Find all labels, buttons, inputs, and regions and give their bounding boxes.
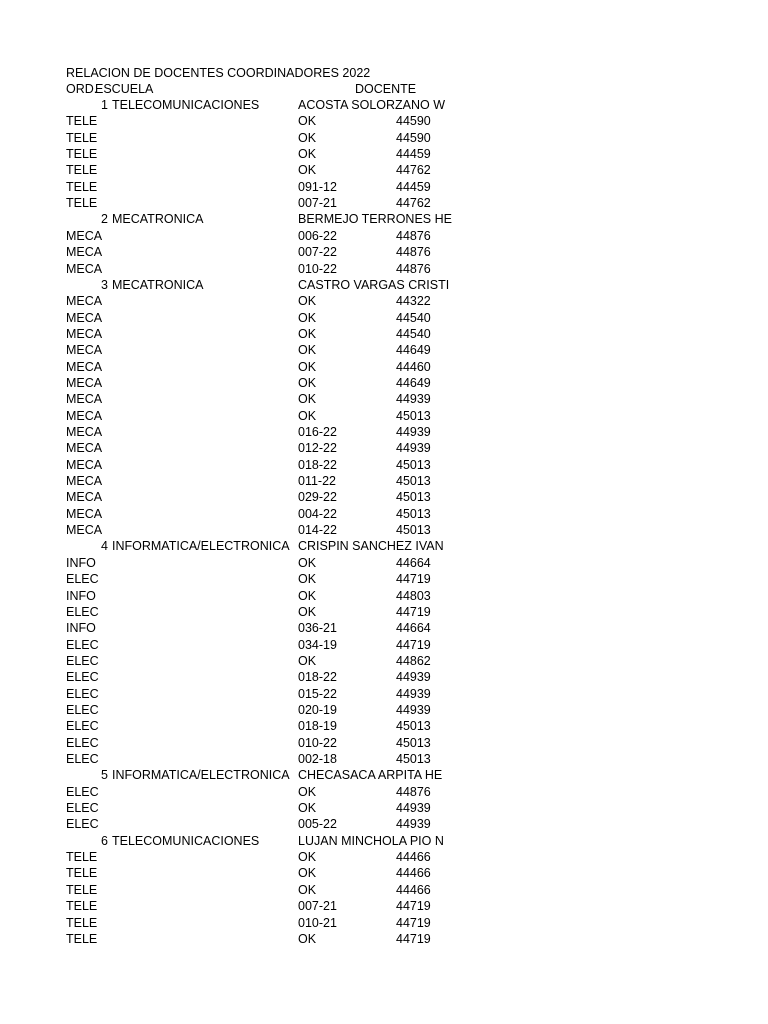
date-serial-cell: 44939: [396, 801, 431, 816]
status-cell: OK: [298, 294, 317, 309]
status-cell: OK: [298, 343, 317, 358]
group-school: INFORMATICA/ELECTRONICA: [112, 768, 290, 783]
escuela-code: MECA: [66, 408, 103, 423]
date-serial-cell: 44719: [396, 572, 431, 587]
docente-name: BERMEJO TERRONES HE: [298, 212, 452, 227]
table-row: [0, 702, 768, 718]
table-row: [0, 424, 768, 440]
escuela-code: INFO: [66, 588, 96, 603]
escuela-code: MECA: [66, 375, 103, 390]
status-cell: OK: [298, 392, 317, 407]
date-serial-cell: 44540: [396, 310, 431, 325]
status-cell: OK: [298, 114, 317, 129]
table-row: [0, 113, 768, 129]
date-serial-cell: 44460: [396, 359, 431, 374]
table-row: [0, 637, 768, 653]
table-row: [0, 391, 768, 407]
header-escuela: ESCUELA: [95, 82, 154, 96]
table-row: [0, 146, 768, 162]
date-serial-cell: 44649: [396, 375, 431, 390]
date-serial-cell: 44803: [396, 588, 431, 603]
status-cell: OK: [298, 310, 317, 325]
group-number: 2: [101, 212, 108, 227]
table-row: [0, 588, 768, 604]
escuela-code: TELE: [66, 130, 98, 145]
docente-name: LUJAN MINCHOLA PIO N: [298, 833, 444, 848]
escuela-code: ELEC: [66, 719, 99, 734]
escuela-code: MECA: [66, 261, 103, 276]
table-row: [0, 604, 768, 620]
date-serial-cell: 44540: [396, 326, 431, 341]
escuela-code: MECA: [66, 425, 103, 439]
table-row: [0, 130, 768, 146]
table-row: [0, 522, 768, 538]
table-row: [0, 293, 768, 309]
table-row: [0, 408, 768, 424]
table-row: [0, 179, 768, 195]
date-serial-cell: 44876: [396, 261, 431, 276]
date-serial-cell: 44939: [396, 702, 431, 717]
status-cell: 014-22: [298, 523, 337, 538]
escuela-code: ELEC: [66, 801, 99, 816]
date-serial-cell: 44719: [396, 931, 431, 946]
table-row: [0, 571, 768, 587]
date-serial-cell: 45013: [396, 506, 431, 521]
date-serial-cell: 44590: [396, 130, 431, 145]
escuela-code: ELEC: [66, 670, 99, 685]
status-cell: OK: [298, 147, 317, 162]
date-serial-cell: 44939: [396, 686, 431, 701]
status-cell: OK: [298, 882, 317, 897]
group-school: MECATRONICA: [112, 212, 204, 227]
escuela-code: ELEC: [66, 784, 99, 799]
table-row: [0, 735, 768, 751]
date-serial-cell: 45013: [396, 474, 431, 489]
table-row: [0, 162, 768, 178]
date-serial-cell: 45013: [396, 735, 431, 750]
table-row: [0, 669, 768, 685]
table-row: [0, 800, 768, 816]
escuela-code: TELE: [66, 196, 98, 211]
status-cell: 010-22: [298, 735, 337, 750]
escuela-code: MECA: [66, 457, 103, 472]
group-header-row: [0, 538, 768, 554]
sheet-title: RELACION DE DOCENTES COORDINADORES 2022: [66, 66, 371, 80]
status-cell: OK: [298, 931, 317, 946]
status-cell: OK: [298, 866, 317, 881]
status-cell: OK: [298, 572, 317, 587]
status-cell: 018-22: [298, 457, 337, 472]
group-school: MECATRONICA: [112, 277, 204, 292]
table-row: [0, 784, 768, 800]
date-serial-cell: 44876: [396, 228, 431, 243]
date-serial-cell: 44939: [396, 392, 431, 407]
escuela-code: TELE: [66, 866, 98, 881]
date-serial-cell: 45013: [396, 408, 431, 423]
status-cell: 007-21: [298, 899, 337, 914]
status-cell: OK: [298, 555, 317, 570]
table-row: [0, 506, 768, 522]
date-serial-cell: 44876: [396, 784, 431, 799]
date-serial-cell: 44862: [396, 653, 431, 668]
escuela-code: MECA: [66, 392, 103, 407]
date-serial-cell: 44459: [396, 147, 431, 162]
escuela-code: MECA: [66, 310, 103, 325]
group-header-row: [0, 211, 768, 227]
date-serial-cell: 44466: [396, 850, 431, 865]
table-row: [0, 882, 768, 898]
escuela-code: INFO: [66, 621, 96, 636]
date-serial-cell: 45013: [396, 490, 431, 505]
escuela-code: ELEC: [66, 752, 99, 766]
status-cell: OK: [298, 850, 317, 865]
table-row: [0, 310, 768, 326]
status-cell: OK: [298, 130, 317, 145]
escuela-code: TELE: [66, 915, 98, 930]
status-cell: 011-22: [298, 474, 336, 489]
table-row: [0, 489, 768, 505]
table-row: [0, 473, 768, 489]
group-school: TELECOMUNICACIONES: [112, 833, 260, 848]
date-serial-cell: 44664: [396, 621, 431, 636]
table-row: [0, 915, 768, 931]
status-cell: OK: [298, 408, 317, 423]
table-row: [0, 457, 768, 473]
status-cell: OK: [298, 784, 317, 799]
status-cell: 007-22: [298, 245, 337, 260]
table-row: [0, 440, 768, 456]
docente-name: ACOSTA SOLORZANO W: [298, 98, 446, 112]
docente-name: CASTRO VARGAS CRISTI: [298, 277, 450, 292]
table-row: [0, 686, 768, 702]
date-serial-cell: 44719: [396, 899, 431, 914]
date-serial-cell: 44939: [396, 425, 431, 439]
escuela-code: MECA: [66, 490, 103, 505]
group-number: 1: [101, 98, 108, 112]
status-cell: 016-22: [298, 425, 337, 439]
date-serial-cell: 44939: [396, 670, 431, 685]
date-serial-cell: 44719: [396, 604, 431, 619]
date-serial-cell: 45013: [396, 719, 431, 734]
status-cell: 020-19: [298, 702, 337, 717]
status-cell: 091-12: [298, 179, 337, 194]
escuela-code: TELE: [66, 931, 98, 946]
table-row: [0, 751, 768, 767]
table-row: [0, 898, 768, 914]
table-row: [0, 816, 768, 832]
escuela-code: ELEC: [66, 702, 99, 717]
escuela-code: MECA: [66, 359, 103, 374]
escuela-code: ELEC: [66, 735, 99, 750]
table-row: [0, 849, 768, 865]
date-serial-cell: 45013: [396, 752, 431, 766]
date-serial-cell: 44459: [396, 179, 431, 194]
status-cell: 010-21: [298, 915, 337, 930]
table-row: [0, 342, 768, 358]
escuela-code: MECA: [66, 474, 103, 489]
date-serial-cell: 44322: [396, 294, 431, 309]
status-cell: 007-21: [298, 196, 337, 211]
status-cell: 006-22: [298, 228, 337, 243]
date-serial-cell: 45013: [396, 457, 431, 472]
table-row: [0, 375, 768, 391]
docente-name: CRISPIN SANCHEZ IVAN: [298, 539, 444, 554]
header-docente: DOCENTE: [355, 82, 417, 96]
escuela-code: ELEC: [66, 637, 99, 652]
date-serial-cell: 44649: [396, 343, 431, 358]
escuela-code: MECA: [66, 294, 103, 309]
table-row: [0, 718, 768, 734]
date-serial-cell: 44664: [396, 555, 431, 570]
group-school: INFORMATICA/ELECTRONICA: [112, 539, 290, 554]
date-serial-cell: 44590: [396, 114, 431, 129]
group-number: 6: [101, 833, 108, 848]
escuela-code: MECA: [66, 506, 103, 521]
escuela-code: MECA: [66, 245, 103, 260]
table-row: [0, 359, 768, 375]
date-serial-cell: 44876: [396, 245, 431, 260]
status-cell: 018-19: [298, 719, 337, 734]
group-header-row: [0, 97, 768, 113]
escuela-code: TELE: [66, 882, 98, 897]
status-cell: OK: [298, 326, 317, 341]
title-row: [0, 65, 768, 81]
status-cell: 015-22: [298, 686, 337, 701]
table-row: [0, 555, 768, 571]
status-cell: OK: [298, 801, 317, 816]
group-number: 4: [101, 539, 108, 554]
escuela-code: TELE: [66, 899, 98, 914]
status-cell: OK: [298, 375, 317, 390]
group-number: 5: [101, 768, 108, 783]
status-cell: 002-18: [298, 752, 337, 766]
escuela-code: MECA: [66, 326, 103, 341]
status-cell: OK: [298, 653, 317, 668]
escuela-code: MECA: [66, 343, 103, 358]
date-serial-cell: 44762: [396, 196, 431, 211]
header-ord: ORD.: [66, 82, 98, 96]
group-header-row: [0, 767, 768, 783]
status-cell: 036-21: [298, 621, 337, 636]
escuela-code: TELE: [66, 163, 98, 178]
table-row: [0, 653, 768, 669]
status-cell: 005-22: [298, 817, 337, 832]
date-serial-cell: 45013: [396, 523, 431, 538]
table-row: [0, 931, 768, 947]
date-serial-cell: 44762: [396, 163, 431, 178]
status-cell: 034-19: [298, 637, 337, 652]
status-cell: OK: [298, 588, 317, 603]
table-row: [0, 865, 768, 881]
status-cell: 004-22: [298, 506, 337, 521]
date-serial-cell: 44939: [396, 817, 431, 832]
table-row: [0, 620, 768, 636]
escuela-code: ELEC: [66, 653, 99, 668]
table-row: [0, 244, 768, 260]
escuela-code: MECA: [66, 523, 103, 538]
escuela-code: TELE: [66, 114, 98, 129]
escuela-code: TELE: [66, 850, 98, 865]
status-cell: 012-22: [298, 441, 337, 456]
date-serial-cell: 44719: [396, 637, 431, 652]
status-cell: 010-22: [298, 261, 337, 276]
status-cell: OK: [298, 604, 317, 619]
escuela-code: ELEC: [66, 604, 99, 619]
date-serial-cell: 44719: [396, 915, 431, 930]
status-cell: OK: [298, 359, 317, 374]
status-cell: 029-22: [298, 490, 337, 505]
escuela-code: ELEC: [66, 572, 99, 587]
status-cell: OK: [298, 163, 317, 178]
date-serial-cell: 44466: [396, 866, 431, 881]
escuela-code: TELE: [66, 179, 98, 194]
escuela-code: TELE: [66, 147, 98, 162]
table-row: [0, 261, 768, 277]
date-serial-cell: 44939: [396, 441, 431, 456]
escuela-code: MECA: [66, 441, 103, 456]
group-number: 3: [101, 277, 108, 292]
table-row: [0, 195, 768, 211]
escuela-code: ELEC: [66, 686, 99, 701]
group-header-row: [0, 277, 768, 293]
status-cell: 018-22: [298, 670, 337, 685]
escuela-code: INFO: [66, 555, 96, 570]
date-serial-cell: 44466: [396, 882, 431, 897]
docente-name: CHECASACA ARPITA HE: [298, 768, 443, 783]
group-header-row: [0, 833, 768, 849]
group-school: TELECOMUNICACIONES: [112, 98, 260, 112]
table-row: [0, 326, 768, 342]
escuela-code: ELEC: [66, 817, 99, 832]
escuela-code: MECA: [66, 228, 103, 243]
header-row: [0, 81, 768, 97]
table-row: [0, 228, 768, 244]
